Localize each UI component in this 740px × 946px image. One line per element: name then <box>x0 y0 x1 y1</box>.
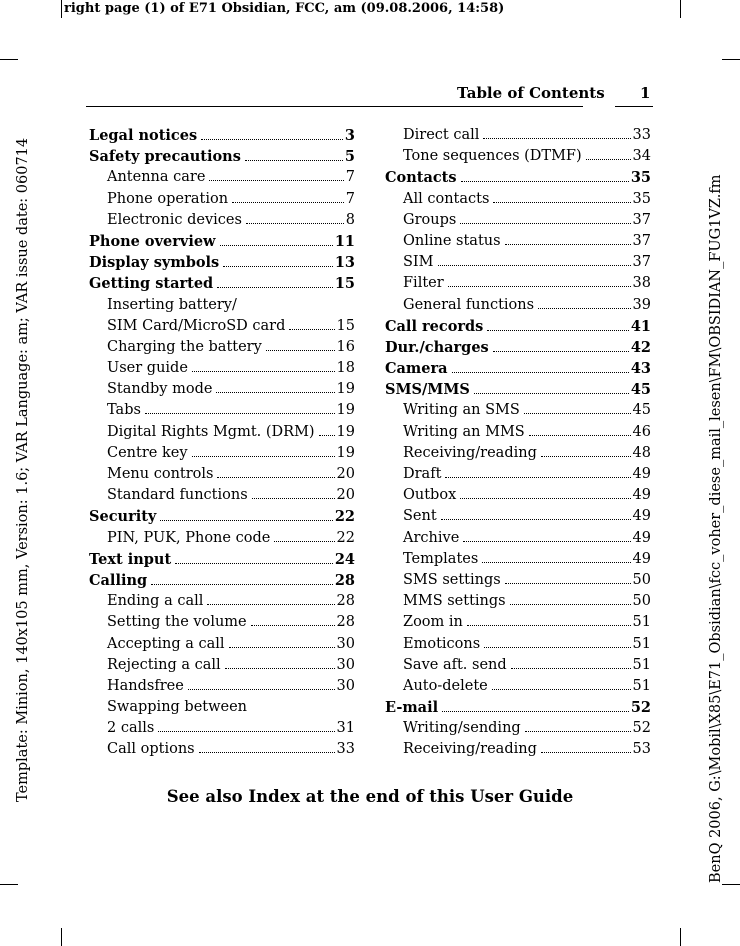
toc-entry[interactable] <box>385 678 651 699</box>
toc-leader-dots <box>541 456 631 457</box>
toc-entry[interactable] <box>385 699 651 720</box>
toc-leader-dots <box>511 668 631 669</box>
toc-leader-dots <box>463 541 630 542</box>
toc-leader-dots <box>319 435 335 436</box>
toc-entry-page: 3 <box>344 127 355 144</box>
toc-entry-page: 16 <box>336 338 355 355</box>
toc-entry-label: Tone sequences (DTMF) <box>403 148 582 165</box>
crop-mark <box>0 884 18 885</box>
toc-entry-label: Camera <box>385 360 448 378</box>
toc-entry-page: 45 <box>632 402 651 419</box>
toc-entry-page: 37 <box>632 254 651 271</box>
toc-entry[interactable] <box>385 466 651 487</box>
toc-entry-label: Filter <box>403 275 444 292</box>
toc-entry-label: E-mail <box>385 699 439 717</box>
toc-leader-dots <box>460 498 630 499</box>
toc-entry[interactable] <box>385 720 651 741</box>
toc-column-right <box>385 127 651 763</box>
toc-leader-dots <box>505 583 631 584</box>
toc-entry-page: 19 <box>336 444 355 461</box>
toc-entry[interactable] <box>89 699 355 720</box>
toc-entry-label: Handsfree <box>107 677 184 694</box>
toc-entry[interactable] <box>89 275 355 296</box>
toc-entry-label: Contacts <box>385 169 457 187</box>
toc-entry-label: Setting the volume <box>107 614 247 631</box>
toc-entry-page: 45 <box>630 381 651 399</box>
toc-entry-page: 43 <box>630 360 651 378</box>
toc-entry-page: 49 <box>632 508 651 525</box>
toc-leader-dots <box>482 562 630 563</box>
toc-entry-label: Safety precautions <box>89 148 241 166</box>
index-note: See also Index at the end of this User Guide <box>166 787 574 806</box>
toc-leader-dots <box>586 159 631 160</box>
toc-entry-page: 28 <box>336 614 355 631</box>
toc-leader-dots <box>216 392 334 393</box>
toc-entry-page: 15 <box>336 317 355 334</box>
page-title: Table of Contents <box>457 84 605 102</box>
toc-leader-dots <box>541 752 631 753</box>
toc-entry-page: 15 <box>334 275 355 293</box>
toc-entry-label: PIN, PUK, Phone code <box>107 529 271 546</box>
toc-entry[interactable] <box>89 636 355 657</box>
toc-entry-label: Tabs <box>107 402 141 419</box>
toc-entry-label: Emoticons <box>403 635 481 652</box>
toc-entry-page: 13 <box>334 254 355 272</box>
toc-entry[interactable] <box>385 275 651 296</box>
toc-entry-page: 31 <box>336 720 355 737</box>
toc-entry[interactable] <box>385 572 651 593</box>
toc-entry-page: 33 <box>336 741 355 758</box>
toc-leader-dots <box>441 519 631 520</box>
toc-entry[interactable] <box>385 593 651 614</box>
toc-entry[interactable] <box>89 551 355 572</box>
toc-leader-dots <box>160 520 332 521</box>
toc-entry-label: Dur./charges <box>385 338 489 356</box>
toc-leader-dots <box>445 477 630 478</box>
toc-leader-dots <box>510 604 631 605</box>
toc-leader-dots <box>207 604 334 605</box>
toc-entry-label: Security <box>89 508 157 526</box>
toc-entry-label: Getting started <box>89 275 214 293</box>
toc-entry-label: Text input <box>89 550 172 568</box>
toc-entry-label: SIM <box>403 254 434 271</box>
toc-entry[interactable] <box>89 530 355 551</box>
toc-entry[interactable] <box>89 487 355 508</box>
toc-leader-dots <box>448 286 631 287</box>
toc-leader-dots <box>252 498 335 499</box>
toc-leader-dots <box>438 265 631 266</box>
toc-entry-page: 7 <box>345 169 355 186</box>
toc-entry[interactable] <box>89 741 355 762</box>
toc-entry-page: 49 <box>632 529 651 546</box>
toc-entry-label: Save aft. send <box>403 656 507 673</box>
toc-leader-dots <box>192 371 335 372</box>
toc-entry-label: Swapping between <box>107 699 248 716</box>
toc-entry[interactable] <box>89 297 355 318</box>
toc-leader-dots <box>217 287 333 288</box>
toc-entry-page: 24 <box>334 550 355 568</box>
toc-entry-label: Groups <box>403 211 457 228</box>
toc-leader-dots <box>493 351 629 352</box>
toc-entry-label: Charging the battery <box>107 338 262 355</box>
toc-leader-dots <box>201 139 343 140</box>
toc-leader-dots <box>461 181 629 182</box>
toc-leader-dots <box>220 245 333 246</box>
toc-entry-page: 22 <box>334 508 355 526</box>
toc-entry-page: 51 <box>632 614 651 631</box>
toc-entry-page: 37 <box>632 211 651 228</box>
toc-entry-page: 51 <box>632 656 651 673</box>
toc-leader-dots <box>484 647 630 648</box>
page-number: 1 <box>640 84 651 102</box>
toc-entry-label: Antenna care <box>107 169 206 186</box>
toc-entry-page: 30 <box>336 635 355 652</box>
toc-entry[interactable] <box>89 169 355 190</box>
toc-entry-page: 20 <box>336 487 355 504</box>
toc-leader-dots <box>145 413 335 414</box>
toc-entry[interactable] <box>89 191 355 212</box>
toc-leader-dots <box>232 202 344 203</box>
toc-entry-label: Accepting a call <box>107 635 225 652</box>
header-rule <box>86 106 583 107</box>
toc-entry-label: Receiving/reading <box>403 444 537 461</box>
toc-entry[interactable] <box>385 297 651 318</box>
toc-entry[interactable] <box>385 254 651 275</box>
toc-entry-page: 22 <box>336 529 355 546</box>
toc-entry-label: Calling <box>89 571 148 589</box>
toc-entry[interactable] <box>385 614 651 635</box>
toc-entry-page: 18 <box>336 360 355 377</box>
toc-entry[interactable] <box>89 720 355 741</box>
toc-entry[interactable] <box>385 530 651 551</box>
toc-entry-page: 30 <box>336 656 355 673</box>
toc-entry[interactable] <box>89 233 355 254</box>
toc-entry-label: Zoom in <box>403 614 463 631</box>
toc-entry[interactable] <box>385 741 651 762</box>
toc-entry-page: 5 <box>344 148 355 166</box>
toc-leader-dots <box>188 689 335 690</box>
toc-entry[interactable] <box>385 318 651 339</box>
toc-leader-dots <box>246 223 344 224</box>
toc-entry-label: Writing/sending <box>403 720 521 737</box>
toc-entry-page: 7 <box>345 190 355 207</box>
toc-entry-page: 35 <box>632 190 651 207</box>
toc-entry-label: User guide <box>107 360 188 377</box>
toc-entry[interactable] <box>385 636 651 657</box>
toc-entry-label: Legal notices <box>89 127 198 144</box>
toc-entry-page: 41 <box>630 317 651 335</box>
toc-entry-label: Draft <box>403 466 442 482</box>
toc-entry-label: Menu controls <box>107 466 214 482</box>
toc-leader-dots <box>192 456 335 457</box>
toc-entry[interactable] <box>89 614 355 635</box>
toc-entry[interactable] <box>89 318 355 339</box>
toc-entry-page: 46 <box>632 423 651 440</box>
toc-entry[interactable] <box>89 593 355 614</box>
toc-leader-dots <box>229 647 335 648</box>
header-rule-short <box>615 106 653 107</box>
toc-entry-label: Call options <box>107 741 195 758</box>
toc-entry-page: 49 <box>632 487 651 504</box>
toc-leader-dots <box>529 435 631 436</box>
toc-entry-page: 49 <box>632 550 651 567</box>
toc-entry[interactable] <box>385 424 651 445</box>
toc-entry-label: Templates <box>403 550 479 567</box>
toc-entry-page: 34 <box>632 148 651 165</box>
toc-leader-dots <box>452 372 629 373</box>
toc-leader-dots <box>474 393 629 394</box>
toc-entry[interactable] <box>89 381 355 402</box>
toc-leader-dots <box>505 244 631 245</box>
toc-leader-dots <box>525 731 631 732</box>
toc-entry[interactable] <box>89 402 355 423</box>
toc-entry[interactable] <box>385 445 651 466</box>
toc-entry-label: Direct call <box>403 127 480 143</box>
toc-entry-label: Inserting battery/ <box>107 296 237 313</box>
toc-entry[interactable] <box>385 657 651 678</box>
toc-entry-label: General functions <box>403 296 535 313</box>
toc-entry-page: 49 <box>632 466 651 482</box>
toc-entry-page: 48 <box>632 444 651 461</box>
toc-entry-page: 11 <box>334 232 355 250</box>
toc-entry-label: Phone operation <box>107 190 229 207</box>
toc-entry-page: 8 <box>345 211 355 228</box>
toc-entry[interactable] <box>89 678 355 699</box>
toc-entry-page: 51 <box>632 635 651 652</box>
toc-entry[interactable] <box>385 402 651 423</box>
toc-leader-dots <box>493 202 630 203</box>
toc-entry[interactable] <box>385 339 651 360</box>
toc-entry[interactable] <box>385 169 651 190</box>
crop-mark <box>680 928 681 946</box>
crop-mark <box>61 0 62 18</box>
toc-entry-label: Electronic devices <box>107 211 242 228</box>
toc-entry-label: All contacts <box>403 190 490 207</box>
toc-entry-page: 28 <box>334 571 355 589</box>
toc-leader-dots <box>467 625 631 626</box>
toc-entry[interactable] <box>385 551 651 572</box>
toc-entry[interactable] <box>385 487 651 508</box>
toc-entry[interactable] <box>89 424 355 445</box>
toc-entry-label: Centre key <box>107 444 188 461</box>
toc-entry[interactable] <box>385 191 651 212</box>
toc-entry[interactable] <box>385 212 651 233</box>
toc-column-left <box>89 127 355 763</box>
crop-mark <box>680 0 681 18</box>
toc-leader-dots <box>492 689 631 690</box>
toc-leader-dots <box>158 731 334 732</box>
template-info-vertical: Template: Minion, 140x105 mm, Version: 1.6; VAR Language: am; VAR issue date: 060714 <box>15 137 31 802</box>
toc-leader-dots <box>223 266 333 267</box>
toc-entry-label: Auto-delete <box>403 677 488 694</box>
toc-leader-dots <box>266 350 335 351</box>
toc-leader-dots <box>251 625 335 626</box>
toc-leader-dots <box>460 223 630 224</box>
toc-entry[interactable] <box>89 508 355 529</box>
toc-entry-page: 19 <box>336 402 355 419</box>
toc-leader-dots <box>245 160 343 161</box>
toc-entry-label: Writing an SMS <box>403 402 520 419</box>
toc-entry[interactable] <box>385 381 651 402</box>
toc-entry-page: 50 <box>632 571 651 588</box>
toc-entry-label: Receiving/reading <box>403 741 537 758</box>
crop-mark <box>0 59 18 60</box>
toc-leader-dots <box>538 308 631 309</box>
toc-entry-label: Call records <box>385 317 484 335</box>
toc-entry[interactable] <box>89 148 355 169</box>
toc-leader-dots <box>487 330 629 331</box>
toc-entry-page: 19 <box>336 381 355 398</box>
toc-entry-page: 52 <box>630 699 651 717</box>
crop-mark <box>722 59 740 60</box>
toc-leader-dots <box>274 541 334 542</box>
toc-entry[interactable] <box>385 508 651 529</box>
toc-entry-label: Standard functions <box>107 487 248 504</box>
toc-leader-dots <box>483 138 630 139</box>
toc-entry-page: 30 <box>336 677 355 694</box>
toc-entry-page: 39 <box>632 296 651 313</box>
toc-entry[interactable] <box>89 127 355 148</box>
toc-leader-dots <box>524 413 631 414</box>
toc-entry[interactable] <box>385 233 651 254</box>
toc-entry[interactable] <box>385 148 651 169</box>
toc-leader-dots <box>199 752 335 753</box>
toc-leader-dots <box>209 180 343 181</box>
toc-entry-page: 38 <box>632 275 651 292</box>
toc-entry-page: 51 <box>632 677 651 694</box>
toc-entry[interactable] <box>385 127 651 148</box>
toc-entry-label: Ending a call <box>107 593 204 610</box>
toc-entry-label: Standby mode <box>107 381 213 398</box>
toc-entry-label: Writing an MMS <box>403 423 525 440</box>
toc-entry-label: Outbox <box>403 487 457 504</box>
toc-leader-dots <box>175 563 333 564</box>
toc-leader-dots <box>225 668 335 669</box>
toc-entry-label: 2 calls <box>107 720 155 737</box>
toc-entry[interactable] <box>385 360 651 381</box>
toc-entry[interactable] <box>89 212 355 233</box>
file-path-vertical: BenQ 2006, G:\Mobil\X85\E71_Obsidian\fcc_voher_diese_mail_lesen\FM\OBSIDIAN_FUG1VZ.fm <box>708 174 724 883</box>
toc-entry-page: 20 <box>336 466 355 482</box>
toc-entry-page: 19 <box>336 423 355 440</box>
toc-entry[interactable] <box>89 254 355 275</box>
toc-entry-page: 53 <box>632 741 651 758</box>
toc-entry-page: 35 <box>630 169 651 187</box>
toc-entry-label: Rejecting a call <box>107 656 221 673</box>
toc-entry-label: SIM Card/MicroSD card <box>107 317 286 334</box>
toc-entry-label: Sent <box>403 508 437 525</box>
toc-leader-dots <box>217 477 334 478</box>
toc-entry-label: Online status <box>403 232 501 249</box>
print-slug: right page (1) of E71 Obsidian, FCC, am (09.08.2006, 14:58) <box>64 1 505 16</box>
crop-mark <box>722 884 740 885</box>
toc-entry[interactable] <box>89 572 355 593</box>
toc-entry-page: 52 <box>632 720 651 737</box>
toc-entry-label: SMS/MMS <box>385 381 470 399</box>
crop-mark <box>61 928 62 946</box>
toc-leader-dots <box>289 329 334 330</box>
toc-entry-page: 42 <box>630 338 651 356</box>
toc-entry[interactable] <box>89 466 355 487</box>
toc-entry-label: MMS settings <box>403 593 506 610</box>
toc-entry-label: Phone overview <box>89 232 216 250</box>
toc-entry[interactable] <box>89 445 355 466</box>
toc-entry-label: SMS settings <box>403 571 501 588</box>
toc-entry-page: 50 <box>632 593 651 610</box>
toc-entry-label: Archive <box>403 529 460 546</box>
toc-entry-page: 37 <box>632 232 651 249</box>
toc-entry-label: Digital Rights Mgmt. (DRM) <box>107 423 315 440</box>
toc-entry[interactable] <box>89 339 355 360</box>
toc-entry[interactable] <box>89 657 355 678</box>
toc-entry-label: Display symbols <box>89 254 220 272</box>
toc-leader-dots <box>151 584 333 585</box>
toc-entry[interactable] <box>89 360 355 381</box>
toc-entry-page: 28 <box>336 593 355 610</box>
toc-entry-page: 33 <box>632 127 651 143</box>
toc-leader-dots <box>442 711 629 712</box>
